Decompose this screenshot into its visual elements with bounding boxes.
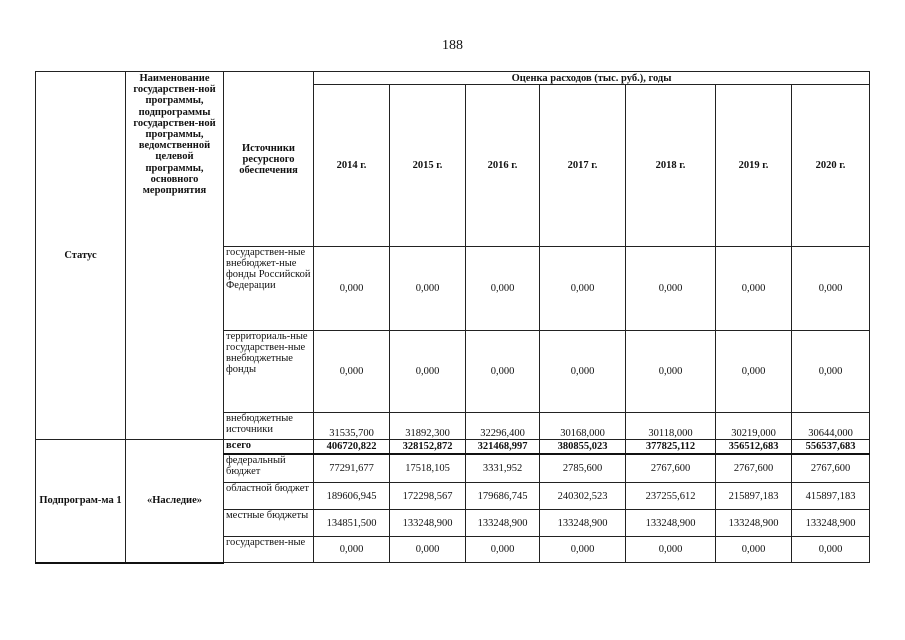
estimate-header: Оценка расходов (тыс. руб.), годы	[314, 72, 870, 85]
value-cell: 2785,600	[540, 454, 626, 483]
value-cell: 0,000	[390, 331, 466, 413]
value-cell: 0,000	[466, 537, 540, 563]
source-cell: территориаль-ные государствен-ные внебюджетные фонды	[224, 331, 314, 413]
value-cell: 0,000	[540, 537, 626, 563]
value-cell: 134851,500	[314, 510, 390, 537]
value-cell: 0,000	[314, 247, 390, 331]
value-cell: 172298,567	[390, 483, 466, 510]
budget-table	[35, 71, 870, 564]
value-cell: 0,000	[540, 247, 626, 331]
value-cell: 0,000	[792, 247, 870, 331]
name-header: Наименование государствен-ной программы, подпрограммы государствен-ной программы, ведомственной целевой программы, основного мероприятия	[126, 72, 224, 440]
year-2019: 2019 г.	[716, 85, 792, 247]
value-cell: 0,000	[390, 247, 466, 331]
sources-header: Источники ресурсного обеспечения	[224, 72, 314, 247]
source-cell: всего	[224, 440, 314, 454]
year-2016: 2016 г.	[466, 85, 540, 247]
value-cell: 30219,000	[716, 413, 792, 440]
value-cell: 133248,900	[390, 510, 466, 537]
source-cell: местные бюджеты	[224, 510, 314, 537]
source-cell: государствен-ные	[224, 537, 314, 563]
value-cell: 189606,945	[314, 483, 390, 510]
value-cell: 328152,872	[390, 440, 466, 454]
subprogram-status: Подпрограм-ма 1	[36, 440, 126, 563]
value-cell: 321468,997	[466, 440, 540, 454]
year-2017: 2017 г.	[540, 85, 626, 247]
source-cell: областной бюджет	[224, 483, 314, 510]
value-cell: 0,000	[314, 331, 390, 413]
value-cell: 0,000	[716, 247, 792, 331]
value-cell: 237255,612	[626, 483, 716, 510]
value-cell: 2767,600	[716, 454, 792, 483]
value-cell: 0,000	[792, 537, 870, 563]
value-cell: 0,000	[390, 537, 466, 563]
value-cell: 0,000	[466, 247, 540, 331]
value-cell: 406720,822	[314, 440, 390, 454]
header-row-1	[36, 72, 870, 85]
year-2020: 2020 г.	[792, 85, 870, 247]
value-cell: 31892,300	[390, 413, 466, 440]
value-cell: 415897,183	[792, 483, 870, 510]
value-cell: 31535,700	[314, 413, 390, 440]
status-header: Статус	[36, 72, 126, 440]
year-2014: 2014 г.	[314, 85, 390, 247]
value-cell: 556537,683	[792, 440, 870, 454]
value-cell: 30168,000	[540, 413, 626, 440]
value-cell: 133248,900	[540, 510, 626, 537]
value-cell: 3331,952	[466, 454, 540, 483]
value-cell: 0,000	[540, 331, 626, 413]
source-cell: государствен-ные внебюджет-ные фонды Российской Федерации	[224, 247, 314, 331]
value-cell: 77291,677	[314, 454, 390, 483]
value-cell: 377825,112	[626, 440, 716, 454]
value-cell: 30644,000	[792, 413, 870, 440]
subprogram-name: «Наследие»	[126, 440, 224, 563]
year-2018: 2018 г.	[626, 85, 716, 247]
value-cell: 380855,023	[540, 440, 626, 454]
value-cell: 30118,000	[626, 413, 716, 440]
value-cell: 2767,600	[792, 454, 870, 483]
value-cell: 133248,900	[716, 510, 792, 537]
value-cell: 0,000	[626, 247, 716, 331]
value-cell: 0,000	[466, 331, 540, 413]
value-cell: 133248,900	[792, 510, 870, 537]
value-cell: 32296,400	[466, 413, 540, 440]
value-cell: 0,000	[716, 331, 792, 413]
value-cell: 133248,900	[466, 510, 540, 537]
value-cell: 179686,745	[466, 483, 540, 510]
value-cell: 215897,183	[716, 483, 792, 510]
value-cell: 0,000	[626, 331, 716, 413]
value-cell: 0,000	[314, 537, 390, 563]
value-cell: 0,000	[716, 537, 792, 563]
source-cell: внебюджетные источники	[224, 413, 314, 440]
value-cell: 2767,600	[626, 454, 716, 483]
value-cell: 0,000	[626, 537, 716, 563]
table-row-total	[36, 440, 870, 454]
year-2015: 2015 г.	[390, 85, 466, 247]
source-cell: федеральный бюджет	[224, 454, 314, 483]
value-cell: 0,000	[792, 331, 870, 413]
page-number: 188	[442, 38, 463, 53]
value-cell: 17518,105	[390, 454, 466, 483]
value-cell: 240302,523	[540, 483, 626, 510]
value-cell: 133248,900	[626, 510, 716, 537]
value-cell: 356512,683	[716, 440, 792, 454]
